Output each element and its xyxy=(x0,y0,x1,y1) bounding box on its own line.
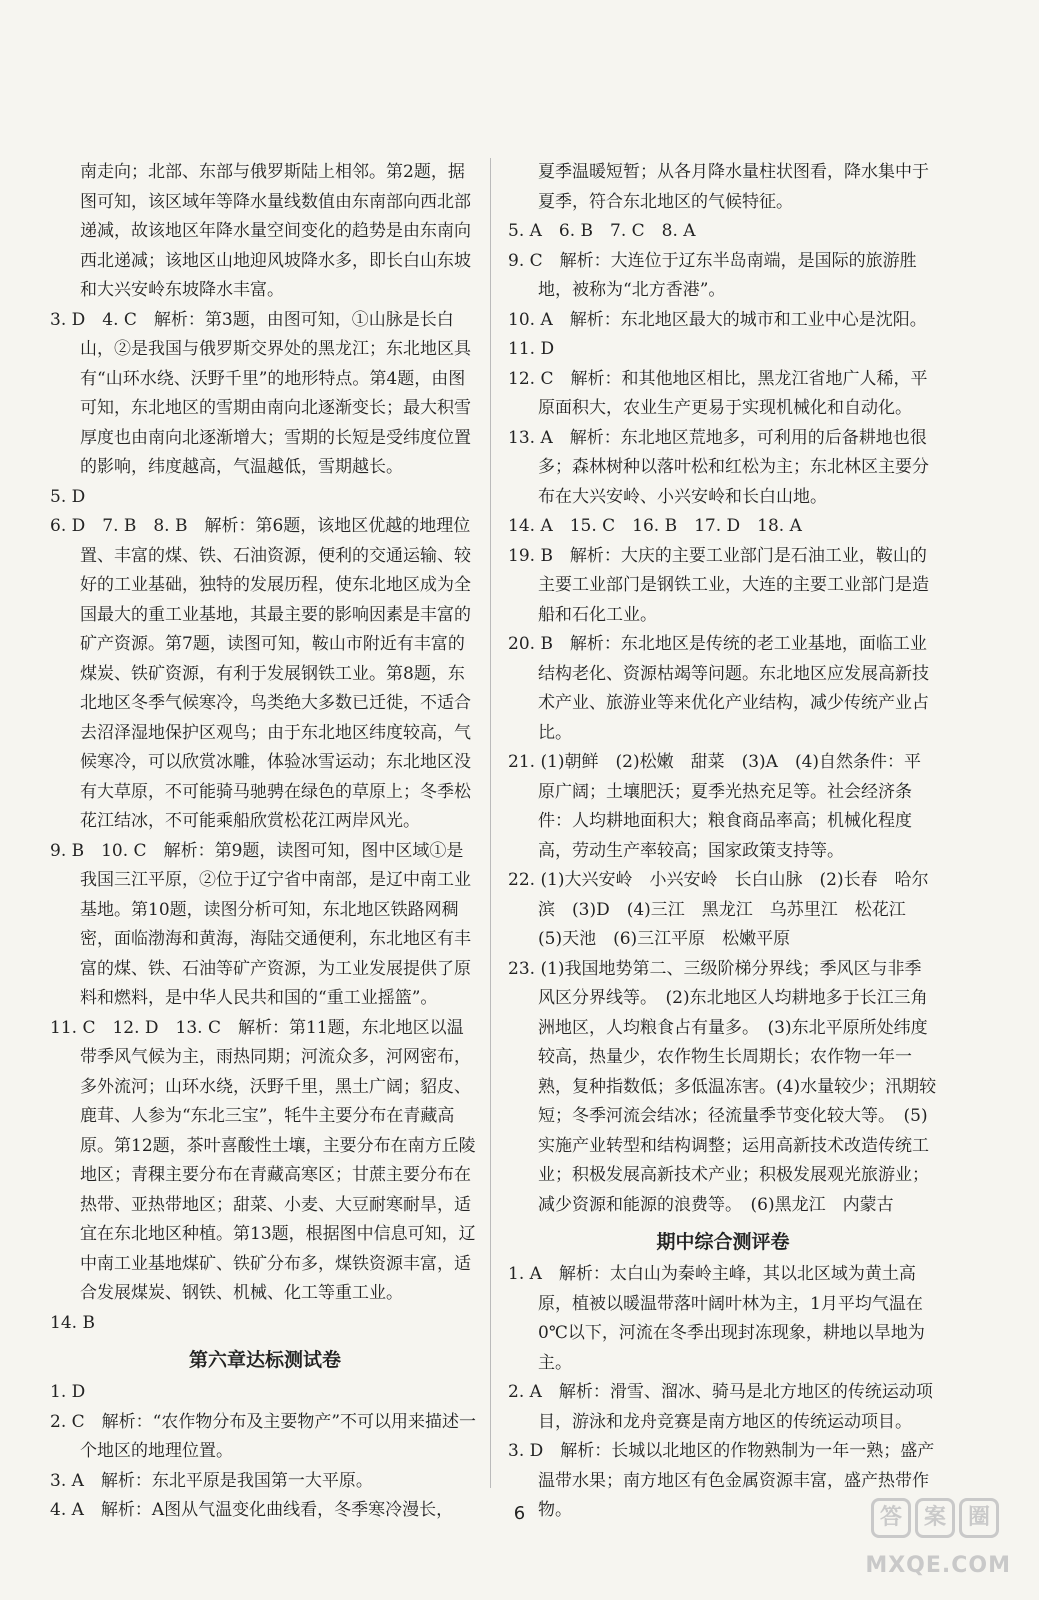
answer-entry: 3. D 解析：长城以北地区的作物熟制为一年一熟；盛产温带水果；南方地区有色金属资源丰富，盛产热带作物。 xyxy=(508,1441,935,1520)
answer-entry: 13. A 解析：东北地区荒地多，可利用的后备耕地也很多；森林树种以落叶松和红松为主；东北林区主要分布在大兴安岭、小兴安岭和长白山地。 xyxy=(508,427,929,507)
answer-entry: 9. B 10. C 解析：第9题，读图可知，图中区域①是我国三江平原，②位于辽宁省中南部，是辽中南工业基地。第10题，读图分析可知，东北地区铁路网稠密，面临渤海和黄海，海陆交通便利，东北地区有丰富的煤、铁、石油等矿产资源，为工业发展提供了原料和燃料，是中华人民共和国的“重工业摇篮”。 xyxy=(50,840,471,1008)
answer-entry: 2. C 解析：“农作物分布及主要物产”不可以用来描述一个地区的地理位置。 xyxy=(50,1411,477,1461)
answer-entry: 5. D xyxy=(50,486,86,507)
answer-entry: 20. B 解析：东北地区是传统的老工业基地，面临工业结构老化、资源枯竭等问题。东北地区应发展高新技术产业、旅游业等来优化产业结构，减少传统产业占比。 xyxy=(508,634,929,743)
right-column xyxy=(508,158,938,1526)
answer-entry: 5. A 6. B 7. C 8. A xyxy=(508,221,696,241)
answer-entry: 14. B xyxy=(50,1312,95,1333)
left-entries-before xyxy=(50,158,480,1338)
watermark-logo xyxy=(865,1498,1011,1578)
answer-entry: 22. (1)大兴安岭 小兴安岭 长白山脉 (2)长春 哈尔滨 (3)D (4)三江 黑龙江 乌苏里江 松花江 (5)天池 (6)三江平原 松嫩平原 xyxy=(508,870,929,949)
page-number: 6 xyxy=(513,1503,526,1524)
watermark-char: 答 xyxy=(871,1498,911,1538)
answer-entry: 3. A 解析：东北平原是我国第一大平原。 xyxy=(50,1470,373,1491)
answer-entry: 南走向；北部、东部与俄罗斯陆上相邻。第2题，据图可知，该区域年等降水量线数值由东南部向西北部递减，故该地区年降水量空间变化的趋势是由东南向西北递减；该地区山地迎风坡降水多，即长白山东坡和大兴安岭东坡降水丰富。 xyxy=(80,162,471,300)
answer-entry: 2. A 解析：滑雪、溜冰、骑马是北方地区的传统运动项目，游泳和龙舟竞赛是南方地区的传统运动项目。 xyxy=(508,1382,933,1432)
answer-entry: 21. (1)朝鲜 (2)松嫩 甜菜 (3)A (4)自然条件：平原广阔；土壤肥沃；夏季光热充足等。社会经济条件：人均耕地面积大；粮食商品率高；机械化程度高，劳动生产率较高；国家政策支持等。 xyxy=(508,752,922,861)
answer-entry: 6. D 7. B 8. B 解析：第6题，该地区优越的地理位置、丰富的煤、铁、石油资源，便利的交通运输、较好的工业基础，独特的发展历程，使东北地区成为全国最大的重工业基地，其最主要的影响因素是丰富的矿产资源。第7题，读图可知，鞍山市附近有丰富的煤炭、铁矿资源，有利于发展钢铁工业。第8题，东北地区冬季气候寒冷，鸟类绝大多数已迁徙，不适合去沼泽湿地保护区观鸟；由于东北地区纬度较高，气候寒冷，可以欣赏冰雕，体验冰雪运动；东北地区没有大草原，不可能骑马驰骋在绿色的草原上；冬季松花江结冰，不可能乘船欣赏松花江两岸风光。 xyxy=(50,516,471,831)
answer-entry: 4. A 解析：A图从气温变化曲线看，冬季寒冷漫长， xyxy=(50,1500,454,1520)
answer-entry: 9. C 解析：大连位于辽东半岛南端，是国际的旅游胜地，被称为“北方香港”。 xyxy=(508,250,917,300)
right-entries-after xyxy=(508,1260,938,1526)
answer-entry: 19. B 解析：大庆的主要工业部门是石油工业，鞍山的主要工业部门是钢铁工业，大连的主要工业部门是造船和石化工业。 xyxy=(508,545,929,625)
answer-entry: 12. C 解析：和其他地区相比，黑龙江省地广人稀，平原面积大，农业生产更易于实现机械化和自动化。 xyxy=(508,368,928,418)
answer-entry: 11. C 12. D 13. C 解析：第11题，东北地区以温带季风气候为主，雨热同期；河流众多，河网密布，多外流河；山环水绕，沃野千里，黑土广阔；貂皮、鹿茸、人参为“东北三宝”，牦牛主要分布在青藏高原。第12题，茶叶喜酸性土壤，主要分布在南方丘陵地区；青稞主要分布在青藏高寒区；甘蔗主要分布在热带、亚热带地区；甜菜、小麦、大豆耐寒耐旱，适宜在东北地区种植。第13题，根据图中信息可知，辽中南工业基地煤矿、铁矿分布多，煤铁资源丰富，适合发展煤炭、钢铁、机械、化工等重工业。 xyxy=(50,1017,476,1303)
section-title-midterm: 期中综合测评卷 xyxy=(656,1231,790,1253)
watermark-char: 圈 xyxy=(959,1498,999,1538)
right-entries-before xyxy=(508,158,938,1220)
watermark-char: 案 xyxy=(915,1498,955,1538)
answer-entry: 1. D xyxy=(50,1382,86,1402)
answer-entry: 10. A 解析：东北地区最大的城市和工业中心是沈阳。 xyxy=(508,309,927,330)
left-column xyxy=(50,158,480,1526)
section-title-chapter6: 第六章达标测试卷 xyxy=(188,1349,341,1371)
column-divider xyxy=(490,158,491,1488)
answer-entry: 3. D 4. C 解析：第3题，由图可知，①山脉是长白山，②是我国与俄罗斯交界处的黑龙江；东北地区具有“山环水绕、沃野千里”的地形特点。第4题，由图可知，东北地区的雪期由南向北逐渐变长；最大积雪厚度也由南向北逐渐增大；雪期的长短是受纬度位置的影响，纬度越高，气温越低，雪期越长。 xyxy=(50,309,471,477)
answer-entry: 14. A 15. C 16. B 17. D 18. A xyxy=(508,516,802,536)
answer-entry: 夏季温暖短暂；从各月降水量柱状图看，降水集中于夏季，符合东北地区的气候特征。 xyxy=(538,162,929,212)
watermark-url: MXQE.COM xyxy=(865,1553,1011,1578)
answer-entry: 11. D xyxy=(508,339,555,359)
answer-entry: 23. (1)我国地势第二、三级阶梯分界线；季风区与非季风区分界线等。 (2)东北地区人均耕地多于长江三角洲地区，人均粮食占有量多。 (3)东北平原所处纬度较高，热量少，农作物生长周期长；农作物一年一熟，复种指数低；多低温冻害。(4)水量较少；汛期较短；冬季河流会结冰；径流量季节变化较大等。 (5)实施产业转型和结构调整；运用高新技术改造传统工业；积极发展高新技术产业；积极发展观光旅游业；减少资源和能源的浪费等。 (6)黑龙江 内蒙古 xyxy=(508,958,937,1215)
answer-entry: 1. A 解析：太白山为秦岭主峰，其以北区域为黄土高原，植被以暖温带落叶阔叶林为主，1月平均气温在0℃以下，河流在冬季出现封冻现象，耕地以旱地为主。 xyxy=(508,1264,925,1373)
